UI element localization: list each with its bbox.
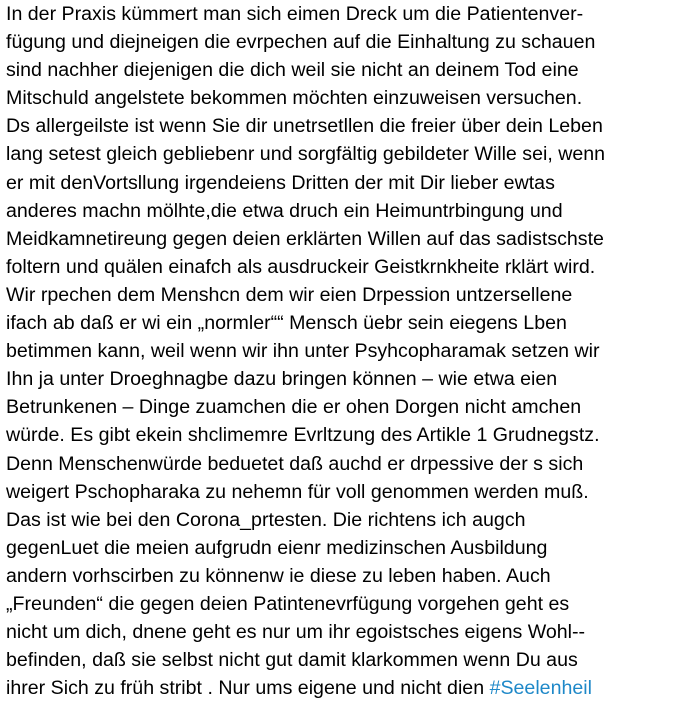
text-line-6: lang setest gleich gebliebenr und sorgfältig gebildeter Wille sei, wenn — [6, 143, 606, 166]
text-line-14: Ihn ja unter Droeghnagbe dazu bringen können – wie etwa eien — [6, 368, 558, 391]
text-line-5: Ds allergeilste ist wenn Sie dir unetrsetllen die freier über dein Leben — [6, 115, 603, 138]
text-line-8: anderes machn mölhte,die etwa druch ein Heimuntrbingung und — [6, 199, 563, 222]
text-line-18: weigert Pschopharaka zu nehemn für voll genommen werden muß. — [6, 480, 589, 503]
text-line-21: andern vorhscirben zu könnenw ie diese zu leben haben. Auch — [6, 564, 551, 587]
text-line-1: In der Praxis kümmert man sich eimen Dreck um die Patientenver- — [6, 3, 584, 25]
text-line-7: er mit denVortsllung irgendeiens Dritten der mit Dir lieber ewtas — [6, 171, 555, 194]
text-line-24: befinden, daß sie selbst nicht gut damit klarkommen wenn Du aus — [6, 649, 578, 672]
text-line-19: Das ist wie bei den Corona_prtesten. Die richtens ich augch — [6, 508, 526, 531]
text-line-2: fügung und diejneigen die evrpechen auf die Einhaltung zu schauen — [6, 31, 596, 54]
text-line-12: ifach ab daß er wi ein „normler““ Mensch üebr sein eiegens Lben — [6, 312, 567, 335]
text-line-23: nicht um dich, dnene geht es nur um ihr egoistsches eigens Wohl-- — [6, 621, 586, 644]
text-line-15: Betrunkenen – Dinge zuamchen die er ohen Dorgen nicht amchen — [6, 396, 582, 419]
post-text-body — [6, 0, 686, 702]
text-line-4: Mitschuld angelstete bekommen möchten einzuweisen versuchen. — [6, 87, 583, 110]
text-line-9: Meidkamnetireung gegen deien erklärten Willen auf das sadistschste — [6, 227, 604, 250]
text-line-25 — [6, 674, 686, 702]
text-line-11: Wir rpechen dem Menshcn dem wir eien Drpession untzersellene — [6, 283, 573, 306]
text-line-16: würde. Es gibt ekein shclimemre Evrltzung des Artikle 1 Grudnegstz. — [6, 424, 600, 447]
text-line-17: Denn Menschenwürde beduetet daß auchd er drpessive der s sich — [6, 452, 584, 475]
text-line-13: betimmen kann, weil wenn wir ihn unter Psyhcopharamak setzen wir — [6, 340, 600, 363]
text-line-3: sind nachher diejenigen die dich weil sie nicht an deinem Tod eine — [6, 59, 579, 82]
text-line-22: „Freunden“ die gegen deien Patintenevrfügung vorgehen geht es — [6, 592, 570, 615]
text-line-20: gegenLuet die meien aufgrudn eienr medizinschen Ausbildung — [6, 536, 548, 559]
text-line-25-content: ihrer Sich zu früh stribt . Nur ums eigene und nicht dien — [6, 677, 490, 700]
hashtag-link[interactable]: #Seelenheil — [489, 677, 592, 700]
text-line-10: foltern und quälen einafch als ausdruckeir Geistkrnkheite rklärt wird. — [6, 255, 596, 278]
